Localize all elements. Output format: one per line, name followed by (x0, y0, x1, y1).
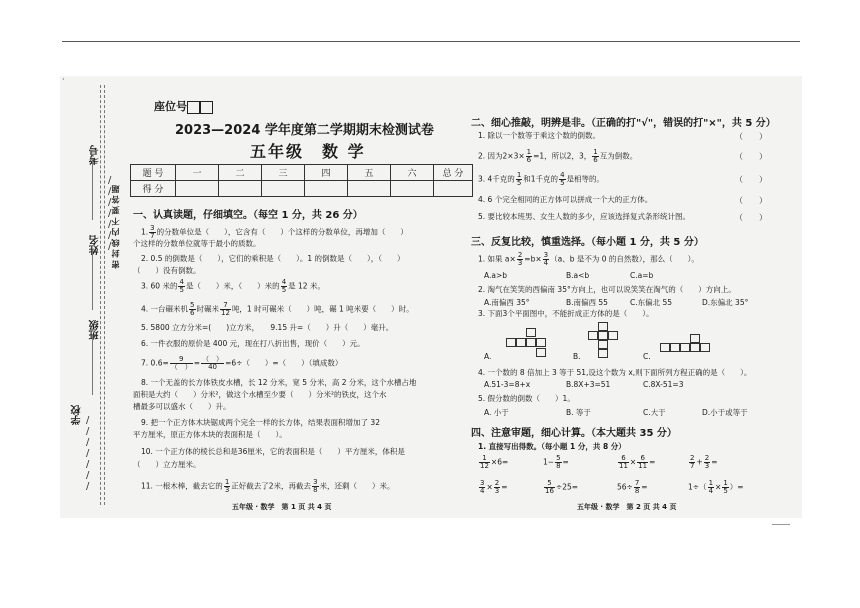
option-a[interactable]: A.南偏西 35° (484, 298, 530, 307)
binding-strip (62, 85, 130, 505)
score-header-cell: 总 分 (434, 165, 473, 181)
score-row-label: 得 分 (131, 181, 176, 197)
s2q2-text-a: 2. 因为2×3× (478, 151, 525, 161)
fraction: $\frac{3}{4}$ (543, 251, 549, 267)
hatch-marks: / / / / / / / (108, 175, 111, 252)
score-cell[interactable] (176, 181, 219, 197)
q10-line-2: （ ）立方厘米。 (133, 460, 201, 469)
option-a[interactable]: A. 小于 (484, 408, 509, 417)
question-2: 2. 0.5 的倒数是（ ），它们的乘积是（ ）。1 的倒数是（ ），（ ） (141, 254, 405, 263)
option-a[interactable]: A. (484, 352, 492, 361)
s2q3-text-a: 3. 4千克的 (478, 174, 515, 184)
seal-warning: 密 封 线 内 不 要 答 题 (111, 185, 120, 269)
question-5: 5. 5800 立方分米=( )立方米， 9.15 升=（ ）升（ ）毫升。 (141, 323, 394, 332)
fraction: $\frac{1}{3}$ (224, 478, 230, 494)
calc-item: 1÷（ $\frac{1}{4}$ × $\frac{1}{5}$ ）= (688, 479, 744, 495)
s3-question-1 (478, 252, 699, 267)
fraction: $\frac{1}{5}$ (516, 171, 522, 187)
exam-subject: 五年级 数 学 (250, 142, 366, 161)
s2-question-1: 1. 除以一个数等于乘这个数的倒数。 (478, 131, 601, 140)
q8-line-3: 槽最多可以盛水（ ）升。 (133, 402, 231, 411)
corner-mark (772, 524, 790, 525)
s2-question-2 (478, 149, 637, 164)
fraction: $\frac{5}{6}$ (190, 301, 195, 317)
top-rule (62, 41, 800, 42)
seat-box-2[interactable] (200, 101, 213, 114)
fraction: $\frac{2}{3}$ (517, 251, 523, 267)
calc-item: $\frac{3}{4}$ × $\frac{2}{3}$ = (480, 479, 508, 495)
section3-title: 三、反复比较，慎重选择。（每小题 1 分，共 5 分） (471, 237, 704, 248)
option-c[interactable]: C.东偏北 55 (630, 298, 673, 307)
score-header-row (131, 165, 473, 181)
q7-eq: = (193, 358, 201, 368)
hatch-marks-lower: / / / / / / / (86, 415, 89, 492)
page2-footer: 五年级 · 数学 第 2 页 共 4 页 (577, 503, 677, 511)
q11-text-a: 11. 一根木棒，截去它的 (141, 481, 223, 491)
name-label: 姓名 (90, 235, 101, 255)
s3q1-text-a: 1. 如果 a× (478, 254, 516, 264)
seat-box-1[interactable] (187, 101, 200, 114)
score-header-cell: 一 (176, 165, 219, 181)
seat-number (154, 98, 213, 114)
score-row (131, 181, 473, 197)
q9-line-2: 平方厘米，原正方体木块的表面积是（ ）。 (133, 430, 287, 439)
score-cell[interactable] (391, 181, 434, 197)
option-b[interactable]: B. 等于 (566, 408, 591, 417)
option-c[interactable]: C.大于 (643, 408, 666, 417)
calc-item: $\frac{1}{12}$ ×6= (480, 454, 509, 470)
q3-text-b: 是（ ）米，（ ）米的 (185, 281, 280, 291)
fraction: $\frac{7}{12}$ (221, 301, 230, 317)
score-header-cell: 题 号 (131, 165, 176, 181)
fraction: $\frac{( )}{40}$ (202, 355, 224, 371)
school-label: 学校 (72, 405, 83, 425)
q1-continued: 个这样的分数单位就等于最小的质数。 (133, 239, 261, 248)
calc-item: $\frac{6}{11}$ × $\frac{6}{11}$ = (619, 454, 656, 470)
option-c[interactable]: C.a=b (630, 271, 654, 280)
answer-paren[interactable]: （ ） (735, 175, 767, 184)
q8-line-2: 面积是大约（ ）分米²，做这个水槽至少要（ ）分米²的铁皮，这个水 (133, 390, 387, 399)
calc-item: 1− $\frac{5}{8}$ = (543, 454, 569, 470)
score-header-cell: 五 (348, 165, 391, 181)
q1-number: 1. (141, 227, 149, 237)
s2-question-4: 4. 6 个完全相同的正方体可以拼成一个大的正方体。 (478, 195, 653, 204)
s3-question-5: 5. 假分数的倒数（ ）1。 (478, 394, 575, 403)
option-d[interactable]: D.东偏北 35° (702, 298, 749, 307)
s3-question-3: 3. 下面3个平面图中，不能折成正方体的是（ ）。 (478, 309, 654, 318)
s3q1-text-c: （a、b 是不为 0 的自然数），那么（ ）。 (550, 254, 699, 264)
s3-question-4: 4. 一个数的 8 倍加上 3 等于 51,设这个数为 x,则下面所列方程正确的是（ ）。 (478, 368, 752, 377)
option-c[interactable]: C.8X-51=3 (643, 380, 684, 389)
fraction: $\frac{1}{6}$ (593, 148, 598, 164)
s2-question-3 (478, 172, 604, 187)
option-a[interactable]: A.51-3=8+x (484, 380, 531, 389)
fraction: $\frac{4}{5}$ (179, 278, 184, 294)
seal-line-inner (104, 85, 105, 505)
class-label: 班级 (90, 320, 101, 340)
question-7 (141, 356, 342, 371)
question-3 (141, 279, 325, 294)
calc-item: $\frac{2}{7}$ + $\frac{2}{3}$ = (690, 454, 718, 470)
q2-continued: （ ）没有倒数。 (133, 266, 201, 275)
section2-title: 二、细心推敲，明辨是非。（正确的打"√"，错误的打"×"，共 5 分） (471, 118, 776, 129)
option-b[interactable]: B. (573, 352, 581, 361)
q11-text-b: 正好截去了2米，再截去 (231, 481, 312, 491)
q11-text-c: 米，还剩（ ）米。 (319, 481, 395, 491)
option-b[interactable]: B.南偏西 55 (566, 298, 608, 307)
s2q2-text-c: 互为倒数。 (599, 151, 638, 161)
score-header-cell: 四 (305, 165, 348, 181)
question-1 (141, 225, 408, 240)
fraction: $\frac{1}{6}$ (526, 148, 532, 164)
section1-title: 一、认真读题，仔细填空。（每空 1 分，共 26 分） (133, 210, 363, 221)
exam-title: 2023—2024 学年度第二学期期末检测试卷 (175, 123, 434, 138)
calc-item: 56÷ $\frac{7}{8}$ = (617, 479, 648, 495)
answer-paren[interactable]: （ ） (735, 152, 767, 161)
question-4 (141, 302, 414, 317)
question-8: 8. 一个无盖的长方体铁皮水槽，长 12 分米，宽 5 分米，高 2 分米，这个水槽占地 (141, 378, 417, 387)
seat-label: 座位号 (154, 100, 187, 113)
q7-text-a: 7. 0.6= (141, 358, 169, 368)
score-cell[interactable] (262, 181, 305, 197)
score-header-cell: 二 (219, 165, 262, 181)
q4-text-c: 吨，1 时可碾米（ ）吨，碾 1 吨米要（ ）时。 (231, 304, 414, 314)
score-table (130, 164, 473, 197)
s2q3-text-b: 和1千克的 (523, 174, 559, 184)
option-b[interactable]: B.a<b (566, 271, 590, 280)
question-11 (141, 479, 395, 494)
option-b[interactable]: B.8X+3=51 (566, 380, 611, 389)
q3-text-c: 是 12 米。 (288, 281, 325, 291)
q3-text-a: 3. 60 米的 (141, 281, 178, 291)
q4-text-a: 4. 一台碾米机 (141, 304, 189, 314)
name-line (92, 250, 93, 310)
q1-text: 的分数单位是（ ），它含有（ ）个这样的分数单位，再增加（ ） (156, 227, 408, 237)
fraction: $\frac{9}{( )}$ (170, 355, 192, 371)
score-cell[interactable] (305, 181, 348, 197)
s3-question-2: 2. 淘气在笑笑的西偏南 35°方向上，也可以说笑笑在淘气的（ ）方向上。 (478, 285, 736, 294)
fraction: $\frac{3}{8}$ (313, 478, 318, 494)
q7-text-c: =6÷（ ）=（ ）（填成数） (225, 358, 343, 368)
exam-no-line (92, 160, 93, 220)
scan-mark: · (62, 75, 65, 84)
s2q3-text-c: 是相等的。 (566, 174, 605, 184)
page1-footer: 五年级 · 数学 第 1 页 共 4 页 (232, 503, 332, 511)
question-6: 6. 一件衣服的原价是 400 元，现在打八折出售，现价（ ）元。 (141, 339, 365, 348)
question-10: 10. 一个正方体的棱长总和是36厘米，它的表面积是（ ）平方厘米，体积是 (141, 447, 405, 456)
score-header-cell: 三 (262, 165, 305, 181)
fraction: $\frac{4}{5}$ (281, 278, 287, 294)
s4-sub-1: 1. 直接写出得数。（每小题 1 分，共 8 分） (478, 442, 626, 451)
question-9: 9. 把一个正方体木块锯成两个完全一样的长方体，结果表面积增加了 32 (141, 418, 380, 427)
s2-question-5: 5. 要比较本班男、女生人数的多少，应该选择复式条形统计图。 (478, 212, 691, 221)
answer-paren[interactable]: （ ） (735, 196, 767, 205)
score-cell[interactable] (219, 181, 262, 197)
s2q2-text-b: =1，所以2，3， (533, 151, 592, 161)
score-header-cell: 六 (391, 165, 434, 181)
class-line (92, 335, 93, 395)
fraction: $\frac{4}{5}$ (560, 171, 565, 187)
answer-paren[interactable]: （ ） (735, 132, 767, 141)
exam-no-label: 考号 (90, 145, 101, 165)
option-a[interactable]: A.a>b (484, 271, 508, 280)
section4-title: 四、注意审题，细心计算。（本大题共 35 分） (471, 428, 677, 439)
score-cell[interactable] (348, 181, 391, 197)
q4-text-b: 时碾米 (196, 304, 220, 314)
answer-paren[interactable]: （ ） (735, 213, 767, 222)
option-c[interactable]: C. (643, 352, 651, 361)
option-d[interactable]: D.小于或等于 (702, 408, 748, 417)
s3q1-text-b: =b× (524, 254, 542, 264)
score-cell[interactable] (434, 181, 473, 197)
fraction: $\frac{3}{7}$ (150, 224, 155, 240)
calc-item: $\frac{5}{16}$ ÷25= (545, 479, 579, 495)
